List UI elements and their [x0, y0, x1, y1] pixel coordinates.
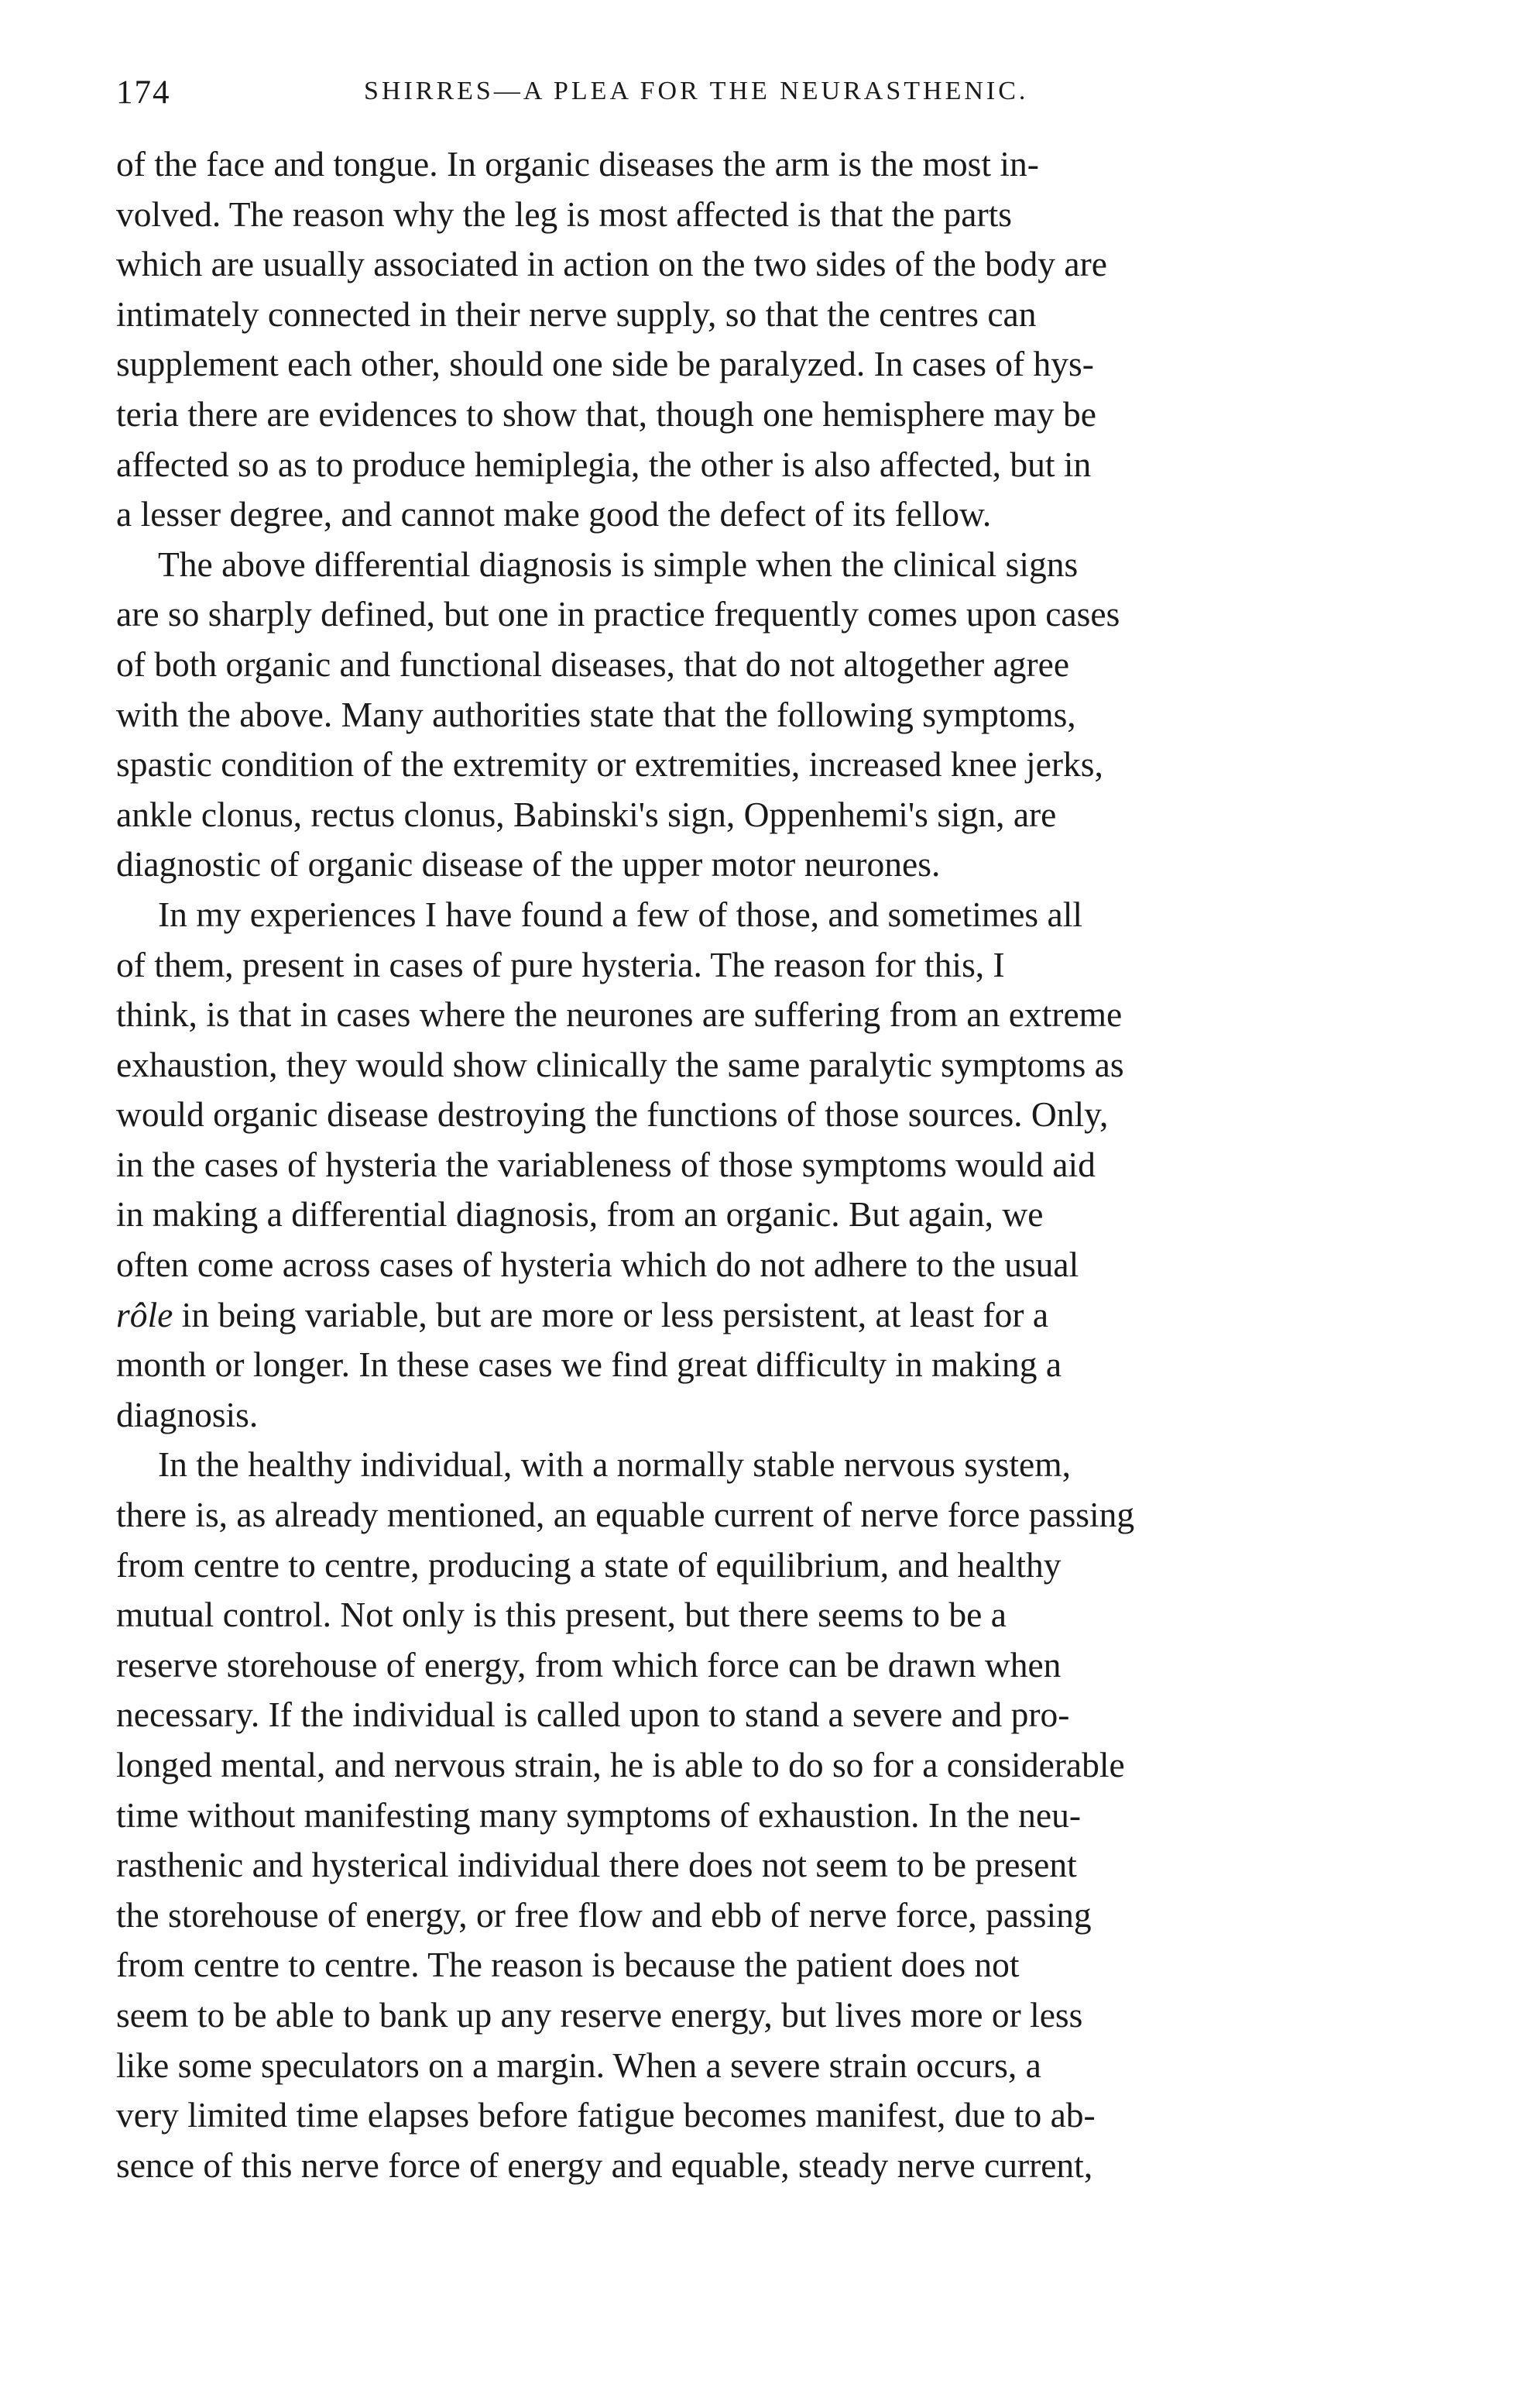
text-line: with the above. Many authorities state that the following symptoms, [116, 694, 1076, 734]
body-text [116, 139, 1425, 2190]
text-line: sence of this nerve force of energy and equable, steady nerve current, [116, 2145, 1093, 2185]
text-line: are so sharply defined, but one in practice frequently comes upon cases [116, 594, 1120, 634]
text-line: intimately connected in their nerve supply, so that the centres can [116, 294, 1037, 334]
line-rest: in being variable, but are more or less persistent, at least for a [173, 1294, 1049, 1334]
text-line: like some speculators on a margin. When a severe strain occurs, a [116, 2045, 1041, 2085]
text-line: reserve storehouse of energy, from which force can be drawn when [116, 1644, 1062, 1685]
text-line: a lesser degree, and cannot make good the defect of its fellow. [116, 494, 992, 534]
text-line: spastic condition of the extremity or extremities, increased knee jerks, [116, 744, 1103, 785]
text-line: affected so as to produce hemiplegia, the other is also affected, but in [116, 444, 1092, 484]
text-line: think, is that in cases where the neurones are suffering from an extreme [116, 994, 1123, 1035]
text-line: of both organic and functional diseases, that do not altogether agree [116, 644, 1070, 684]
text-line: In the healthy individual, with a normally stable nervous system, [158, 1444, 1071, 1485]
text-line: often come across cases of hysteria which do not adhere to the usual [116, 1245, 1079, 1285]
text-line: volved. The reason why the leg is most affected is that the parts [116, 194, 1013, 234]
page-number: 174 [116, 74, 171, 111]
text-line: would organic disease destroying the functions of those sources. Only, [116, 1094, 1109, 1135]
text-line: diagnostic of organic disease of the upper motor neurones. [116, 844, 941, 884]
text-line: the storehouse of energy, or free flow and ebb of nerve force, passing [116, 1894, 1092, 1935]
text-line: there is, as already mentioned, an equable current of nerve force passing [116, 1495, 1135, 1535]
text-line: of them, present in cases of pure hysteria. The reason for this, I [116, 944, 1005, 984]
italic-word: rôle [116, 1294, 173, 1334]
text-line [116, 1290, 1425, 1341]
text-line: supplement each other, should one side be paralyzed. In cases of hys- [116, 344, 1094, 384]
text-line: exhaustion, they would show clinically the same paralytic symptoms as [116, 1044, 1124, 1084]
text-line: from centre to centre. The reason is because the patient does not [116, 1945, 1020, 1985]
text-line: teria there are evidences to show that, though one hemisphere may be [116, 393, 1096, 434]
text-line: The above differential diagnosis is simple when the clinical signs [158, 544, 1079, 584]
text-line: In my experiences I have found a few of those, and sometimes all [158, 894, 1082, 934]
text-line: of the face and tongue. In organic diseases the arm is the most in- [116, 144, 1039, 184]
text-line: very limited time elapses before fatigue becomes manifest, due to ab- [116, 2095, 1096, 2135]
page-header [116, 74, 1432, 120]
text-line: time without manifesting many symptoms of exhaustion. In the neu- [116, 1795, 1082, 1835]
text-line: in the cases of hysteria the variableness of those symptoms would aid [116, 1144, 1096, 1184]
text-line: ankle clonus, rectus clonus, Babinski's sign, Oppenhemi's sign, are [116, 794, 1057, 834]
text-line: rasthenic and hysterical individual there does not seem to be present [116, 1845, 1077, 1885]
running-title: SHIRRES—A PLEA FOR THE NEURASTHENIC. [364, 77, 1029, 105]
text-line: longed mental, and nervous strain, he is able to do so for a considerable [116, 1745, 1125, 1784]
text-line: which are usually associated in action on the two sides of the body are [116, 244, 1107, 284]
text-line: from centre to centre, producing a state of equilibrium, and healthy [116, 1544, 1062, 1585]
text-line: mutual control. Not only is this present, but there seems to be a [116, 1595, 1007, 1635]
text-line: diagnosis. [116, 1394, 259, 1434]
text-line: seem to be able to bank up any reserve energy, but lives more or less [116, 1994, 1083, 2035]
text-line: in making a differential diagnosis, from an organic. But again, we [116, 1194, 1044, 1235]
text-line: month or longer. In these cases we find great difficulty in making a [116, 1345, 1062, 1385]
text-line: necessary. If the individual is called upon to stand a severe and pro- [116, 1695, 1070, 1735]
